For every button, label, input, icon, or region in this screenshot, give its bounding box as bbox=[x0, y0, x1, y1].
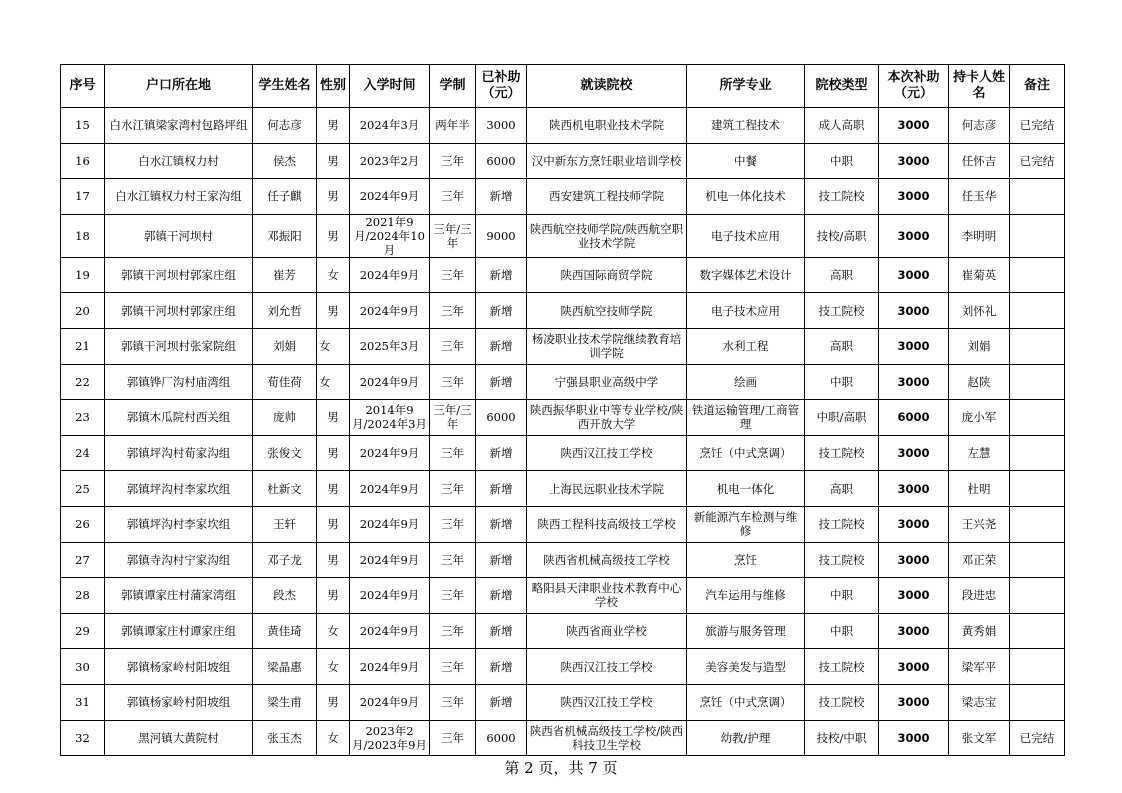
cell-current-subsidy: 3000 bbox=[879, 720, 949, 756]
cell-student-name: 张玉杰 bbox=[253, 720, 317, 756]
table-row bbox=[61, 578, 1065, 614]
cell-school: 陕西省商业学校 bbox=[527, 613, 687, 649]
cell-major: 铁道运输管理/工商管理 bbox=[687, 400, 805, 436]
cell-major: 幼教/护理 bbox=[687, 720, 805, 756]
cell-card-holder: 何志彦 bbox=[949, 108, 1010, 144]
cell-student-name: 杜新文 bbox=[253, 471, 317, 507]
cell-note: 已完结 bbox=[1010, 143, 1065, 179]
cell-paid: 新增 bbox=[476, 293, 527, 329]
cell-major: 机电一体化技术 bbox=[687, 179, 805, 215]
cell-card-holder: 梁军平 bbox=[949, 649, 1010, 685]
cell-student-name: 段杰 bbox=[253, 578, 317, 614]
cell-current-subsidy: 3000 bbox=[879, 108, 949, 144]
cell-major: 烹饪（中式烹调） bbox=[687, 684, 805, 720]
cell-seq: 31 bbox=[61, 684, 105, 720]
cell-paid: 6000 bbox=[476, 400, 527, 436]
cell-paid: 9000 bbox=[476, 214, 527, 257]
cell-gender: 女 bbox=[317, 257, 350, 293]
table-row bbox=[61, 293, 1065, 329]
cell-student-name: 庞帅 bbox=[253, 400, 317, 436]
cell-school: 陕西航空技师学院 bbox=[527, 293, 687, 329]
cell-seq: 23 bbox=[61, 400, 105, 436]
cell-seq: 25 bbox=[61, 471, 105, 507]
cell-major: 烹饪（中式烹调） bbox=[687, 435, 805, 471]
header-row bbox=[61, 65, 1065, 108]
cell-address: 郭镇杨家岭村阳坡组 bbox=[105, 684, 253, 720]
cell-note bbox=[1010, 435, 1065, 471]
cell-card-holder: 王兴尧 bbox=[949, 506, 1010, 542]
table-row bbox=[61, 542, 1065, 578]
cell-major: 汽车运用与维修 bbox=[687, 578, 805, 614]
cell-enroll-date: 2024年9月 bbox=[350, 179, 430, 215]
cell-seq: 27 bbox=[61, 542, 105, 578]
cell-card-holder: 任怀吉 bbox=[949, 143, 1010, 179]
cell-seq: 19 bbox=[61, 257, 105, 293]
cell-address: 郭镇干河坝村郭家庄组 bbox=[105, 293, 253, 329]
cell-school: 上海民远职业技术学院 bbox=[527, 471, 687, 507]
cell-length: 三年 bbox=[430, 506, 476, 542]
cell-student-name: 崔芳 bbox=[253, 257, 317, 293]
cell-school: 陕西汉江技工学校 bbox=[527, 684, 687, 720]
cell-gender: 女 bbox=[317, 649, 350, 685]
table-row bbox=[61, 108, 1065, 144]
cell-current-subsidy: 6000 bbox=[879, 400, 949, 436]
cell-student-name: 梁晶惠 bbox=[253, 649, 317, 685]
cell-current-subsidy: 3000 bbox=[879, 214, 949, 257]
cell-enroll-date: 2024年9月 bbox=[350, 257, 430, 293]
cell-seq: 24 bbox=[61, 435, 105, 471]
cell-gender: 女 bbox=[317, 328, 350, 364]
cell-length: 三年 bbox=[430, 328, 476, 364]
cell-student-name: 梁生甫 bbox=[253, 684, 317, 720]
table-row bbox=[61, 720, 1065, 756]
header-school: 就读院校 bbox=[527, 65, 687, 108]
table-row bbox=[61, 613, 1065, 649]
cell-major: 数字媒体艺术设计 bbox=[687, 257, 805, 293]
cell-major: 电子技术应用 bbox=[687, 293, 805, 329]
cell-enroll-date: 2021年9月/2024年10月 bbox=[350, 214, 430, 257]
cell-enroll-date: 2024年9月 bbox=[350, 542, 430, 578]
cell-address: 郭镇谭家庄村谭家庄组 bbox=[105, 613, 253, 649]
cell-note: 已完结 bbox=[1010, 108, 1065, 144]
cell-enroll-date: 2024年9月 bbox=[350, 471, 430, 507]
cell-school-type: 中职 bbox=[805, 364, 879, 400]
cell-seq: 22 bbox=[61, 364, 105, 400]
cell-card-holder: 李明明 bbox=[949, 214, 1010, 257]
cell-address: 白水江镇权力村王家沟组 bbox=[105, 179, 253, 215]
cell-current-subsidy: 3000 bbox=[879, 578, 949, 614]
cell-paid: 新增 bbox=[476, 542, 527, 578]
table-body bbox=[61, 108, 1065, 756]
table-row bbox=[61, 684, 1065, 720]
table-row bbox=[61, 143, 1065, 179]
cell-school: 陕西国际商贸学院 bbox=[527, 257, 687, 293]
cell-school: 略阳县天津职业技术教育中心学校 bbox=[527, 578, 687, 614]
cell-major: 旅游与服务管理 bbox=[687, 613, 805, 649]
cell-enroll-date: 2024年9月 bbox=[350, 684, 430, 720]
cell-school-type: 高职 bbox=[805, 328, 879, 364]
cell-school-type: 中职 bbox=[805, 143, 879, 179]
cell-gender: 男 bbox=[317, 435, 350, 471]
cell-current-subsidy: 3000 bbox=[879, 293, 949, 329]
cell-gender: 男 bbox=[317, 293, 350, 329]
cell-school: 汉中新东方烹饪职业培训学校 bbox=[527, 143, 687, 179]
cell-card-holder: 张文军 bbox=[949, 720, 1010, 756]
cell-current-subsidy: 3000 bbox=[879, 649, 949, 685]
cell-address: 白水江镇梁家湾村包路坪组 bbox=[105, 108, 253, 144]
table-row bbox=[61, 179, 1065, 215]
cell-note bbox=[1010, 400, 1065, 436]
cell-seq: 18 bbox=[61, 214, 105, 257]
table-row bbox=[61, 649, 1065, 685]
cell-seq: 21 bbox=[61, 328, 105, 364]
cell-major: 水利工程 bbox=[687, 328, 805, 364]
cell-school: 陕西汉江技工学校 bbox=[527, 435, 687, 471]
header-seq: 序号 bbox=[61, 65, 105, 108]
cell-seq: 16 bbox=[61, 143, 105, 179]
cell-school-type: 技工院校 bbox=[805, 293, 879, 329]
cell-address: 郭镇寺沟村宁家沟组 bbox=[105, 542, 253, 578]
cell-paid: 新增 bbox=[476, 257, 527, 293]
cell-seq: 30 bbox=[61, 649, 105, 685]
cell-gender: 男 bbox=[317, 542, 350, 578]
cell-seq: 17 bbox=[61, 179, 105, 215]
cell-address: 白水江镇权力村 bbox=[105, 143, 253, 179]
cell-card-holder: 左慧 bbox=[949, 435, 1010, 471]
table-row bbox=[61, 364, 1065, 400]
cell-note bbox=[1010, 649, 1065, 685]
cell-gender: 男 bbox=[317, 179, 350, 215]
cell-school-type: 技工院校 bbox=[805, 542, 879, 578]
cell-card-holder: 刘娟 bbox=[949, 328, 1010, 364]
cell-paid: 新增 bbox=[476, 613, 527, 649]
cell-note bbox=[1010, 506, 1065, 542]
cell-card-holder: 赵陕 bbox=[949, 364, 1010, 400]
cell-student-name: 侯杰 bbox=[253, 143, 317, 179]
cell-current-subsidy: 3000 bbox=[879, 328, 949, 364]
header-address: 户口所在地 bbox=[105, 65, 253, 108]
cell-school-type: 中职/高职 bbox=[805, 400, 879, 436]
cell-school-type: 高职 bbox=[805, 257, 879, 293]
cell-current-subsidy: 3000 bbox=[879, 364, 949, 400]
cell-note bbox=[1010, 364, 1065, 400]
cell-student-name: 邓振阳 bbox=[253, 214, 317, 257]
cell-length: 三年/三年 bbox=[430, 400, 476, 436]
cell-address: 郭镇干河坝村郭家庄组 bbox=[105, 257, 253, 293]
cell-current-subsidy: 3000 bbox=[879, 613, 949, 649]
cell-paid: 新增 bbox=[476, 684, 527, 720]
cell-address: 郭镇杨家岭村阳坡组 bbox=[105, 649, 253, 685]
cell-school-type: 技校/中职 bbox=[805, 720, 879, 756]
cell-card-holder: 梁志宝 bbox=[949, 684, 1010, 720]
cell-school-type: 高职 bbox=[805, 471, 879, 507]
cell-gender: 男 bbox=[317, 684, 350, 720]
cell-current-subsidy: 3000 bbox=[879, 435, 949, 471]
cell-address: 郭镇谭家庄村蒲家湾组 bbox=[105, 578, 253, 614]
header-enroll-date: 入学时间 bbox=[350, 65, 430, 108]
cell-note bbox=[1010, 293, 1065, 329]
cell-note: 已完结 bbox=[1010, 720, 1065, 756]
table-row bbox=[61, 506, 1065, 542]
cell-note bbox=[1010, 613, 1065, 649]
cell-current-subsidy: 3000 bbox=[879, 143, 949, 179]
cell-student-name: 黄佳琦 bbox=[253, 613, 317, 649]
cell-card-holder: 黄秀娟 bbox=[949, 613, 1010, 649]
cell-gender: 女 bbox=[317, 364, 350, 400]
cell-school-type: 中职 bbox=[805, 613, 879, 649]
cell-enroll-date: 2023年2月 bbox=[350, 143, 430, 179]
cell-card-holder: 庞小军 bbox=[949, 400, 1010, 436]
cell-length: 三年 bbox=[430, 613, 476, 649]
cell-gender: 男 bbox=[317, 108, 350, 144]
table-row bbox=[61, 214, 1065, 257]
table-row bbox=[61, 435, 1065, 471]
header-student-name: 学生姓名 bbox=[253, 65, 317, 108]
cell-school: 陕西振华职业中等专业学校/陕西开放大学 bbox=[527, 400, 687, 436]
header-card-holder: 持卡人姓名 bbox=[949, 65, 1010, 108]
header-major: 所学专业 bbox=[687, 65, 805, 108]
cell-paid: 6000 bbox=[476, 143, 527, 179]
cell-student-name: 王轩 bbox=[253, 506, 317, 542]
cell-major: 烹饪 bbox=[687, 542, 805, 578]
cell-note bbox=[1010, 179, 1065, 215]
cell-address: 郭镇坪沟村荀家沟组 bbox=[105, 435, 253, 471]
cell-seq: 20 bbox=[61, 293, 105, 329]
cell-note bbox=[1010, 328, 1065, 364]
cell-seq: 29 bbox=[61, 613, 105, 649]
cell-school: 杨凌职业技术学院继续教育培训学院 bbox=[527, 328, 687, 364]
cell-enroll-date: 2024年9月 bbox=[350, 435, 430, 471]
header-current-subsidy: 本次补助（元） bbox=[879, 65, 949, 108]
cell-major: 建筑工程技术 bbox=[687, 108, 805, 144]
cell-school-type: 技工院校 bbox=[805, 435, 879, 471]
cell-school: 陕西省机械高级技工学校/陕西科技卫生学校 bbox=[527, 720, 687, 756]
cell-major: 新能源汽车检测与维修 bbox=[687, 506, 805, 542]
cell-enroll-date: 2023年2月/2023年9月 bbox=[350, 720, 430, 756]
cell-student-name: 张俊文 bbox=[253, 435, 317, 471]
cell-gender: 女 bbox=[317, 720, 350, 756]
header-paid: 已补助（元） bbox=[476, 65, 527, 108]
cell-note bbox=[1010, 542, 1065, 578]
cell-student-name: 任子麒 bbox=[253, 179, 317, 215]
cell-paid: 新增 bbox=[476, 578, 527, 614]
cell-enroll-date: 2024年9月 bbox=[350, 649, 430, 685]
cell-major: 电子技术应用 bbox=[687, 214, 805, 257]
cell-school-type: 中职 bbox=[805, 578, 879, 614]
cell-major: 美容美发与造型 bbox=[687, 649, 805, 685]
cell-length: 三年 bbox=[430, 684, 476, 720]
cell-note bbox=[1010, 684, 1065, 720]
cell-length: 三年 bbox=[430, 435, 476, 471]
header-school-type: 院校类型 bbox=[805, 65, 879, 108]
cell-student-name: 刘允哲 bbox=[253, 293, 317, 329]
cell-school-type: 技工院校 bbox=[805, 179, 879, 215]
cell-length: 三年 bbox=[430, 364, 476, 400]
cell-gender: 男 bbox=[317, 143, 350, 179]
cell-school: 陕西汉江技工学校 bbox=[527, 649, 687, 685]
cell-student-name: 何志彦 bbox=[253, 108, 317, 144]
cell-length: 三年 bbox=[430, 257, 476, 293]
cell-seq: 28 bbox=[61, 578, 105, 614]
cell-school: 西安建筑工程技师学院 bbox=[527, 179, 687, 215]
cell-note bbox=[1010, 578, 1065, 614]
cell-major: 中餐 bbox=[687, 143, 805, 179]
cell-gender: 男 bbox=[317, 400, 350, 436]
cell-school: 陕西工程科技高级技工学校 bbox=[527, 506, 687, 542]
cell-paid: 新增 bbox=[476, 328, 527, 364]
cell-school-type: 技工院校 bbox=[805, 649, 879, 685]
cell-card-holder: 崔菊英 bbox=[949, 257, 1010, 293]
cell-current-subsidy: 3000 bbox=[879, 542, 949, 578]
cell-length: 三年 bbox=[430, 542, 476, 578]
cell-length: 三年 bbox=[430, 471, 476, 507]
cell-enroll-date: 2014年9月/2024年3月 bbox=[350, 400, 430, 436]
cell-length: 三年/三年 bbox=[430, 214, 476, 257]
cell-gender: 男 bbox=[317, 506, 350, 542]
cell-address: 郭镇铧厂沟村庙湾组 bbox=[105, 364, 253, 400]
cell-enroll-date: 2024年9月 bbox=[350, 364, 430, 400]
cell-card-holder: 任玉华 bbox=[949, 179, 1010, 215]
cell-enroll-date: 2024年9月 bbox=[350, 613, 430, 649]
page-footer: 第 2 页，共 7 页 bbox=[504, 759, 618, 777]
cell-paid: 6000 bbox=[476, 720, 527, 756]
cell-address: 郭镇干河坝村张家院组 bbox=[105, 328, 253, 364]
cell-length: 三年 bbox=[430, 179, 476, 215]
cell-address: 郭镇坪沟村李家坎组 bbox=[105, 471, 253, 507]
header-note: 备注 bbox=[1010, 65, 1065, 108]
cell-note bbox=[1010, 214, 1065, 257]
cell-enroll-date: 2024年9月 bbox=[350, 506, 430, 542]
cell-address: 郭镇木瓜院村西关组 bbox=[105, 400, 253, 436]
cell-length: 三年 bbox=[430, 578, 476, 614]
table-row bbox=[61, 328, 1065, 364]
cell-gender: 男 bbox=[317, 214, 350, 257]
table-row bbox=[61, 400, 1065, 436]
cell-school: 陕西省机械高级技工学校 bbox=[527, 542, 687, 578]
cell-school: 陕西航空技师学院/陕西航空职业技术学院 bbox=[527, 214, 687, 257]
subsidy-table bbox=[60, 64, 1065, 756]
header-gender: 性别 bbox=[317, 65, 350, 108]
cell-address: 黑河镇大黄院村 bbox=[105, 720, 253, 756]
cell-current-subsidy: 3000 bbox=[879, 506, 949, 542]
cell-paid: 新增 bbox=[476, 179, 527, 215]
cell-length: 两年半 bbox=[430, 108, 476, 144]
cell-length: 三年 bbox=[430, 649, 476, 685]
cell-note bbox=[1010, 471, 1065, 507]
cell-enroll-date: 2025年3月 bbox=[350, 328, 430, 364]
cell-current-subsidy: 3000 bbox=[879, 179, 949, 215]
cell-school-type: 技工院校 bbox=[805, 506, 879, 542]
cell-school: 陕西机电职业技术学院 bbox=[527, 108, 687, 144]
cell-address: 郭镇干河坝村 bbox=[105, 214, 253, 257]
cell-address: 郭镇坪沟村李家坎组 bbox=[105, 506, 253, 542]
table-row bbox=[61, 471, 1065, 507]
cell-length: 三年 bbox=[430, 720, 476, 756]
cell-paid: 3000 bbox=[476, 108, 527, 144]
table-row bbox=[61, 257, 1065, 293]
cell-seq: 15 bbox=[61, 108, 105, 144]
cell-paid: 新增 bbox=[476, 506, 527, 542]
cell-seq: 26 bbox=[61, 506, 105, 542]
cell-school-type: 成人高职 bbox=[805, 108, 879, 144]
cell-school: 宁强县职业高级中学 bbox=[527, 364, 687, 400]
cell-seq: 32 bbox=[61, 720, 105, 756]
cell-note bbox=[1010, 257, 1065, 293]
cell-gender: 男 bbox=[317, 471, 350, 507]
cell-card-holder: 杜明 bbox=[949, 471, 1010, 507]
cell-paid: 新增 bbox=[476, 471, 527, 507]
cell-card-holder: 刘怀礼 bbox=[949, 293, 1010, 329]
cell-student-name: 刘娟 bbox=[253, 328, 317, 364]
cell-student-name: 荀佳荷 bbox=[253, 364, 317, 400]
cell-paid: 新增 bbox=[476, 649, 527, 685]
cell-current-subsidy: 3000 bbox=[879, 257, 949, 293]
cell-enroll-date: 2024年3月 bbox=[350, 108, 430, 144]
cell-current-subsidy: 3000 bbox=[879, 471, 949, 507]
cell-school-type: 技工院校 bbox=[805, 684, 879, 720]
cell-paid: 新增 bbox=[476, 364, 527, 400]
cell-enroll-date: 2024年9月 bbox=[350, 293, 430, 329]
cell-enroll-date: 2024年9月 bbox=[350, 578, 430, 614]
cell-major: 绘画 bbox=[687, 364, 805, 400]
cell-paid: 新增 bbox=[476, 435, 527, 471]
cell-length: 三年 bbox=[430, 143, 476, 179]
cell-card-holder: 段进忠 bbox=[949, 578, 1010, 614]
cell-student-name: 邓子龙 bbox=[253, 542, 317, 578]
cell-length: 三年 bbox=[430, 293, 476, 329]
cell-major: 机电一体化 bbox=[687, 471, 805, 507]
cell-gender: 女 bbox=[317, 613, 350, 649]
cell-school-type: 技校/高职 bbox=[805, 214, 879, 257]
header-length: 学制 bbox=[430, 65, 476, 108]
cell-card-holder: 邓正荣 bbox=[949, 542, 1010, 578]
cell-current-subsidy: 3000 bbox=[879, 684, 949, 720]
cell-gender: 男 bbox=[317, 578, 350, 614]
